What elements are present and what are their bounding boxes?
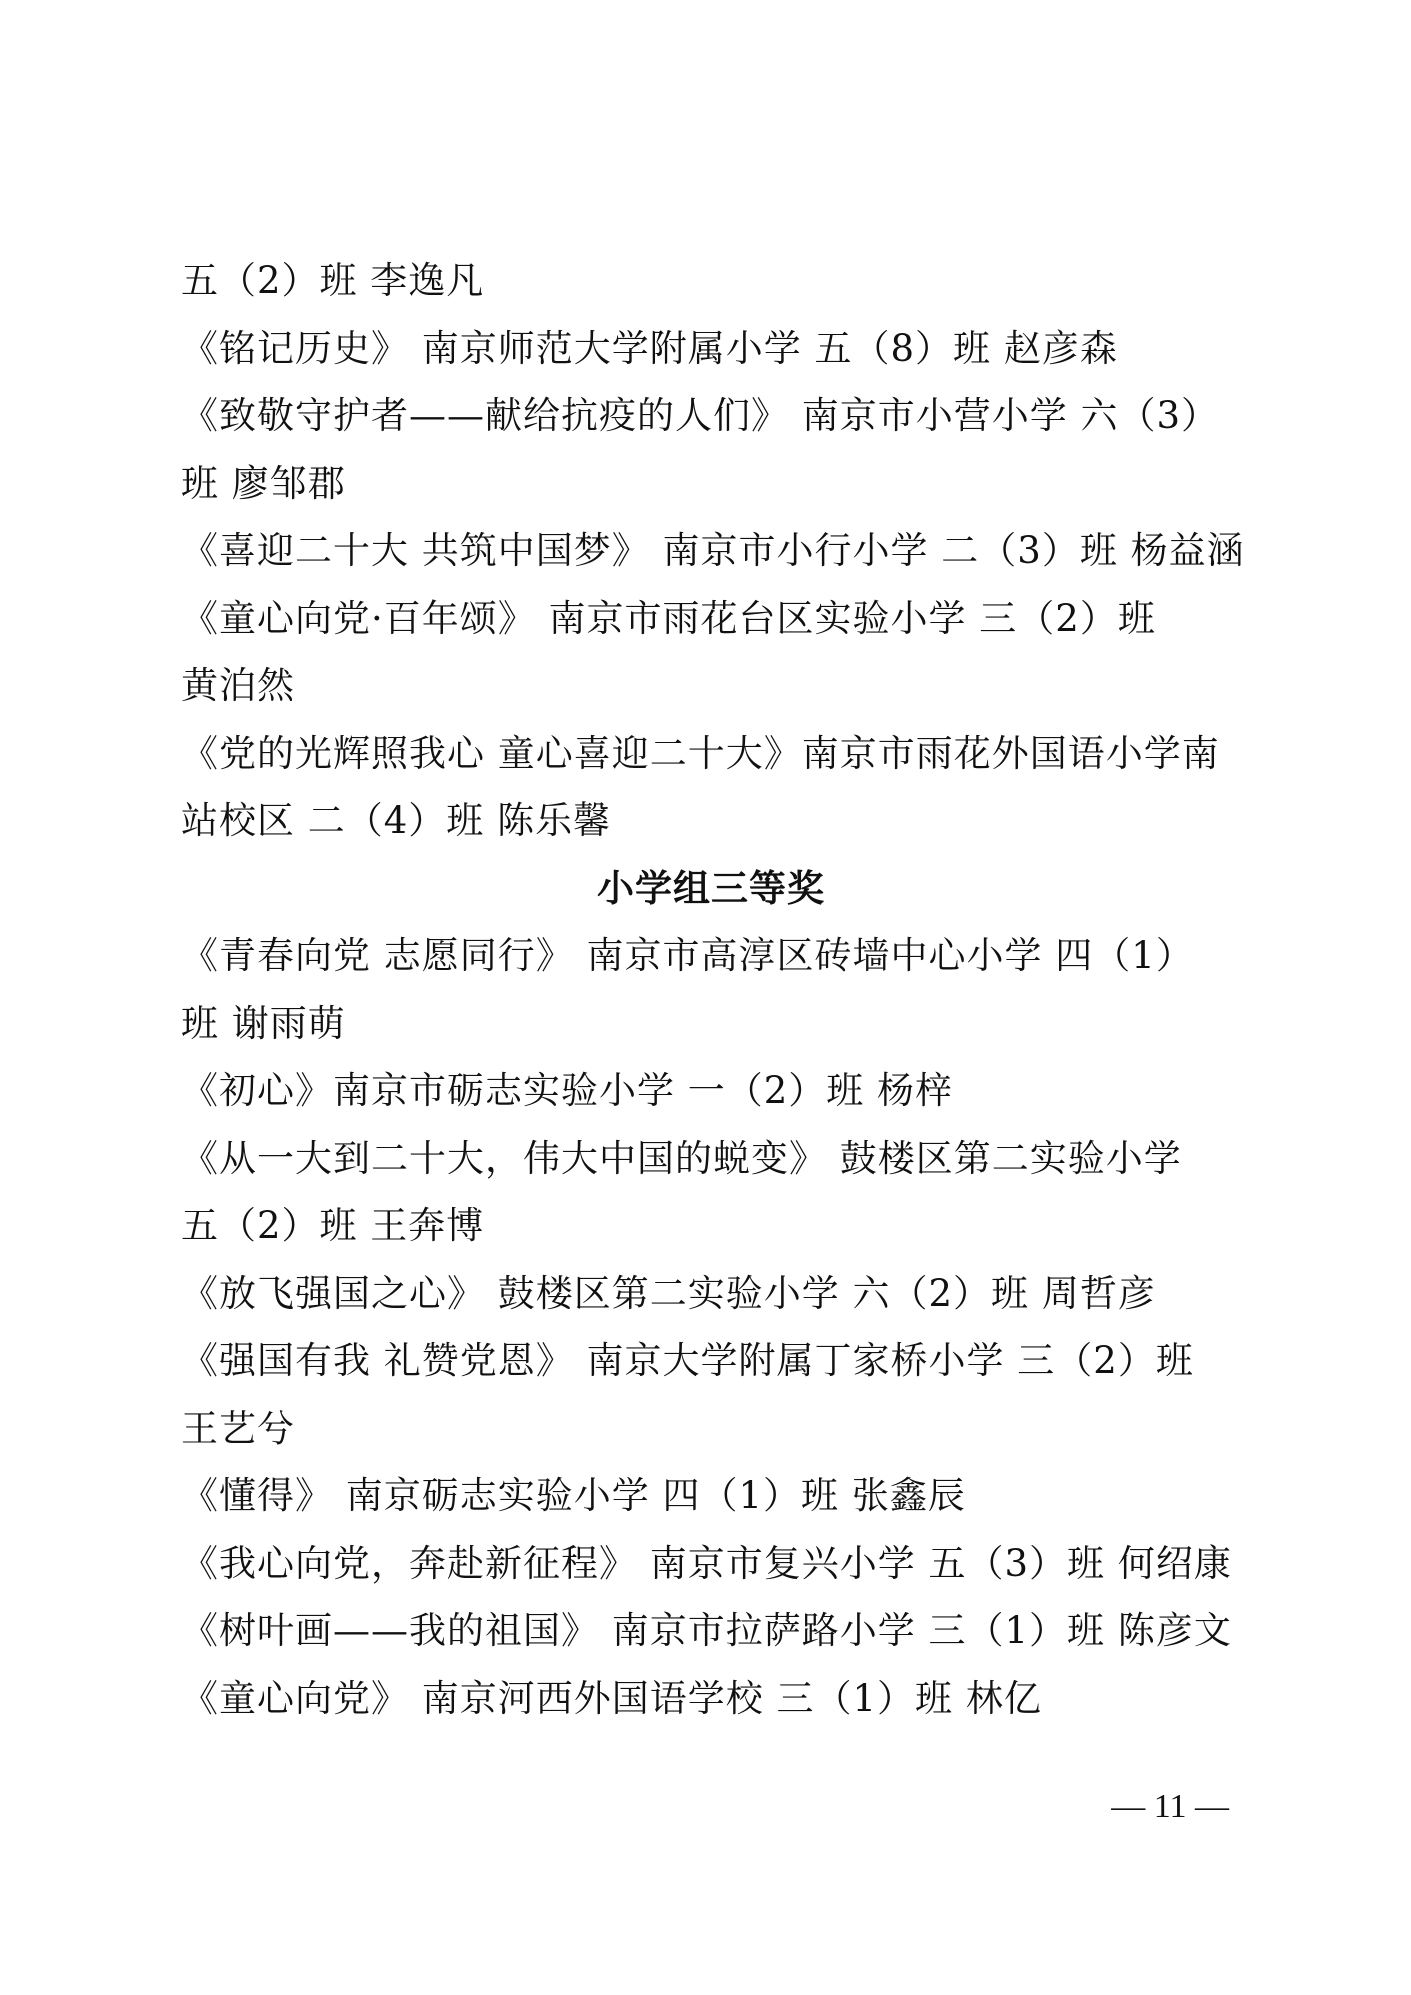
award-entry-line: 《初心》南京市砺志实验小学 一（2）班 杨梓 — [181, 1069, 954, 1112]
award-entry-line: 《喜迎二十大 共筑中国梦》 南京市小行小学 二（3）班 杨益涵 — [181, 529, 1245, 572]
award-entry-line: 《致敬守护者——献给抗疫的人们》 南京市小营小学 六（3） — [181, 394, 1220, 437]
award-entry-line: 《党的光辉照我心 童心喜迎二十大》南京市雨花外国语小学南 — [181, 731, 1220, 775]
award-entry-line: 王艺兮 — [181, 1406, 295, 1450]
award-entry-line: 《树叶画——我的祖国》 南京市拉萨路小学 三（1）班 陈彦文 — [181, 1609, 1232, 1652]
award-entry-line: 班 谢雨萌 — [181, 1001, 346, 1045]
award-entry-line: 《懂得》 南京砺志实验小学 四（1）班 张鑫辰 — [181, 1474, 966, 1517]
award-entry-line: 班 廖邹郡 — [181, 461, 346, 505]
award-entry-line: 《从一大到二十大，伟大中国的蜕变》 鼓楼区第二实验小学 — [181, 1136, 1182, 1180]
award-entry-line: 《强国有我 礼赞党恩》 南京大学附属丁家桥小学 三（2）班 — [181, 1339, 1194, 1382]
award-entry-line: 《童心向党》 南京河西外国语学校 三（1）班 林亿 — [181, 1676, 1042, 1720]
award-entry-line: 《青春向党 志愿同行》 南京市高淳区砖墙中心小学 四（1） — [181, 934, 1194, 977]
page-number: — 11 — — [1111, 1788, 1229, 1825]
award-entry-line: 五（2）班 王奔博 — [181, 1204, 485, 1247]
award-entry-line: 黄泊然 — [181, 664, 295, 707]
award-entry-line: 《我心向党，奔赴新征程》 南京市复兴小学 五（3）班 何绍康 — [181, 1541, 1232, 1585]
award-entry-line: 站校区 二（4）班 陈乐馨 — [181, 799, 612, 842]
award-entry-line: 《放飞强国之心》 鼓楼区第二实验小学 六（2）班 周哲彦 — [181, 1271, 1156, 1315]
section-heading: 小学组三等奖 — [597, 866, 825, 910]
document-body — [181, 247, 1245, 1732]
award-entry-line: 《童心向党·百年颂》 南京市雨花台区实验小学 三（2）班 — [181, 596, 1156, 640]
award-entry-line: 五（2）班 李逸凡 — [181, 259, 485, 302]
award-entry-line: 《铭记历史》 南京师范大学附属小学 五（8）班 赵彦森 — [181, 326, 1118, 370]
